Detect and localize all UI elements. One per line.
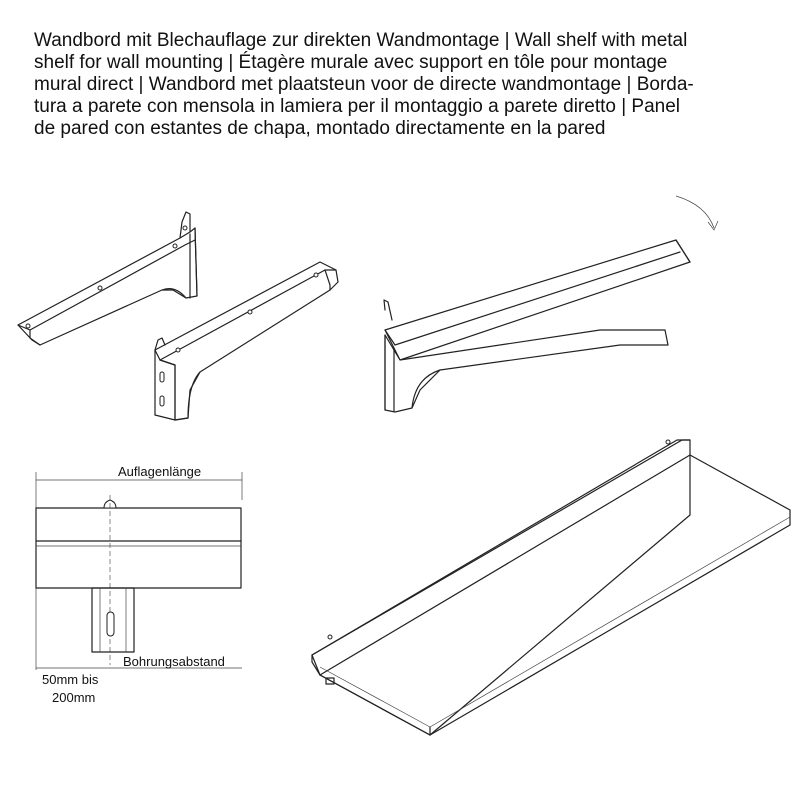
mounting-detail bbox=[36, 472, 242, 670]
description-line-5: de pared con estantes de chapa, montado directamente en la pared bbox=[34, 118, 606, 139]
label-support-length: Auflagenlänge bbox=[118, 464, 202, 479]
label-range-line-2: 200mm bbox=[52, 690, 96, 705]
description-line-1: Wandbord mit Blechauflage zur direkten Wandmontage | Wall shelf with metal bbox=[34, 30, 688, 51]
shelf-tilt-view bbox=[384, 240, 690, 412]
description-line-2: shelf for wall mounting | Étagère murale avec support en tôle pour montage bbox=[34, 52, 668, 73]
curved-arrow-icon bbox=[676, 196, 718, 230]
shelf-panel bbox=[312, 440, 790, 735]
description-line-3: mural direct | Wandbord met plaatsteun voor de directe wandmontage | Borda- bbox=[34, 74, 694, 95]
label-range-line-1: 50mm bis bbox=[42, 672, 99, 687]
label-hole-spacing: Bohrungsabstand bbox=[123, 654, 225, 669]
bracket-left bbox=[18, 212, 197, 345]
description-line-4: tura a parete con mensola in lamiera per il montaggio a parete diretto | Panel bbox=[34, 96, 681, 117]
